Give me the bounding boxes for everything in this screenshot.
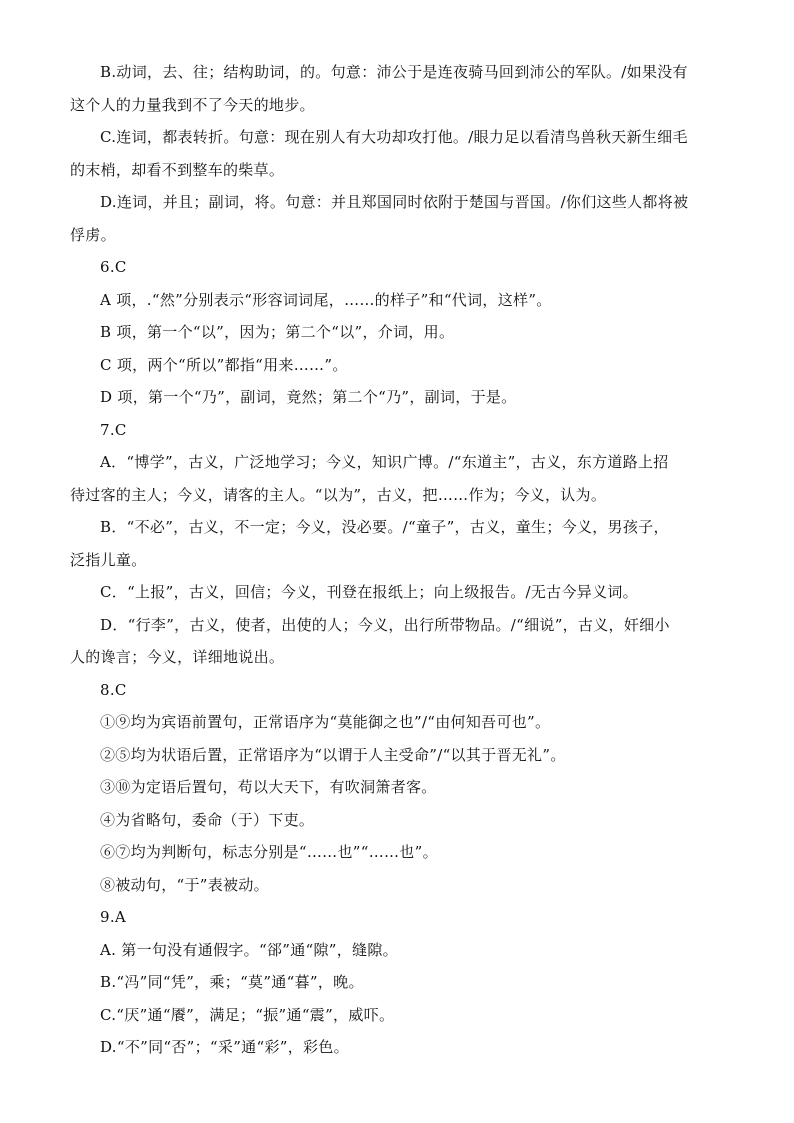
text-line: D 项，第一个“乃”，副词，竟然；第二个“乃”，副词，于是。	[100, 388, 517, 406]
text-line: C．“上报”，古义，回信；今义，刊登在报纸上；向上级报告。/无古今异义词。	[100, 583, 638, 601]
text-line: B．“不必”，古义，不一定；今义，没必要。/“童子”，古义，童生；今义，男孩子，	[100, 518, 669, 536]
text-line: ⑧被动句，“于”表被动。	[100, 875, 269, 894]
text-line: C.“厌”通“餍”，满足；“振”通“震”，威吓。	[100, 1005, 395, 1024]
text-line: ④为省略句，委命（于）下吏。	[100, 810, 315, 829]
text-line: 的末梢，却看不到整车的柴草。	[70, 160, 285, 179]
text-line: C.连词，都表转折。句意：现在别人有大功却攻打他。/眼力足以看清鸟兽秋天新生细毛	[100, 128, 688, 146]
text-line: 泛指儿童。	[70, 550, 147, 569]
text-line: B.“冯”同“凭”，乘；“莫”通“暮”，晚。	[100, 973, 364, 991]
text-line: D.连词，并且；副词，将。句意：并且郑国同时依附于楚国与晋国。/你们这些人都将被	[100, 193, 689, 211]
text-line: 8.C	[100, 680, 127, 699]
text-line: ③⑩为定语后置句，苟以大天下，有吹洞箫者客。	[100, 778, 437, 796]
text-line: D．“行李”，古义，使者，出使的人；今义，出行所带物品。/“细说”，古义，奸细小	[100, 615, 670, 634]
text-line: 俘虏。	[70, 225, 116, 244]
text-line: 9.A	[100, 908, 127, 926]
text-line: ②⑤均为状语后置，正常语序为“以谓于人主受命”/“以其于晋无礼”。	[100, 745, 566, 764]
text-line: A 项，.“然”分别表示“形容词词尾，……的样子”和“代词，这样”。	[100, 290, 552, 309]
text-line: 人的谗言；今义，详细地说出。	[70, 648, 285, 666]
text-line: D.“不”同“否”；“采”通“彩”，彩色。	[100, 1038, 349, 1056]
text-line: 7.C	[100, 420, 127, 439]
text-line: A. 第一句没有通假字。“郤”通“隙”，缝隙。	[100, 940, 398, 959]
text-line: 这个人的力量我到不了今天的地步。	[70, 95, 315, 114]
text-line: B.动词，去、往；结构助词，的。句意：沛公于是连夜骑马回到沛公的军队。/如果没有	[100, 63, 688, 81]
text-line: C 项，两个“所以”都指“用来……”。	[100, 355, 348, 374]
text-line: A．“博学”，古义，广泛地学习；今义，知识广博。/“东道主”，古义，东方道路上招	[100, 453, 669, 471]
text-line: ①⑨均为宾语前置句，正常语序为“莫能御之也”/“由何知吾可也”。	[100, 713, 551, 731]
text-line: 6.C	[100, 258, 127, 276]
document-page	[0, 56, 794, 1064]
text-line: ⑥⑦均为判断句，标志分别是“……也”“……也”。	[100, 843, 438, 861]
text-line: B 项，第一个“以”，因为；第二个“以”，介词，用。	[100, 323, 455, 341]
text-line: 待过客的主人；今义，请客的主人。“以为”，古义，把……作为；今义，认为。	[70, 485, 607, 504]
